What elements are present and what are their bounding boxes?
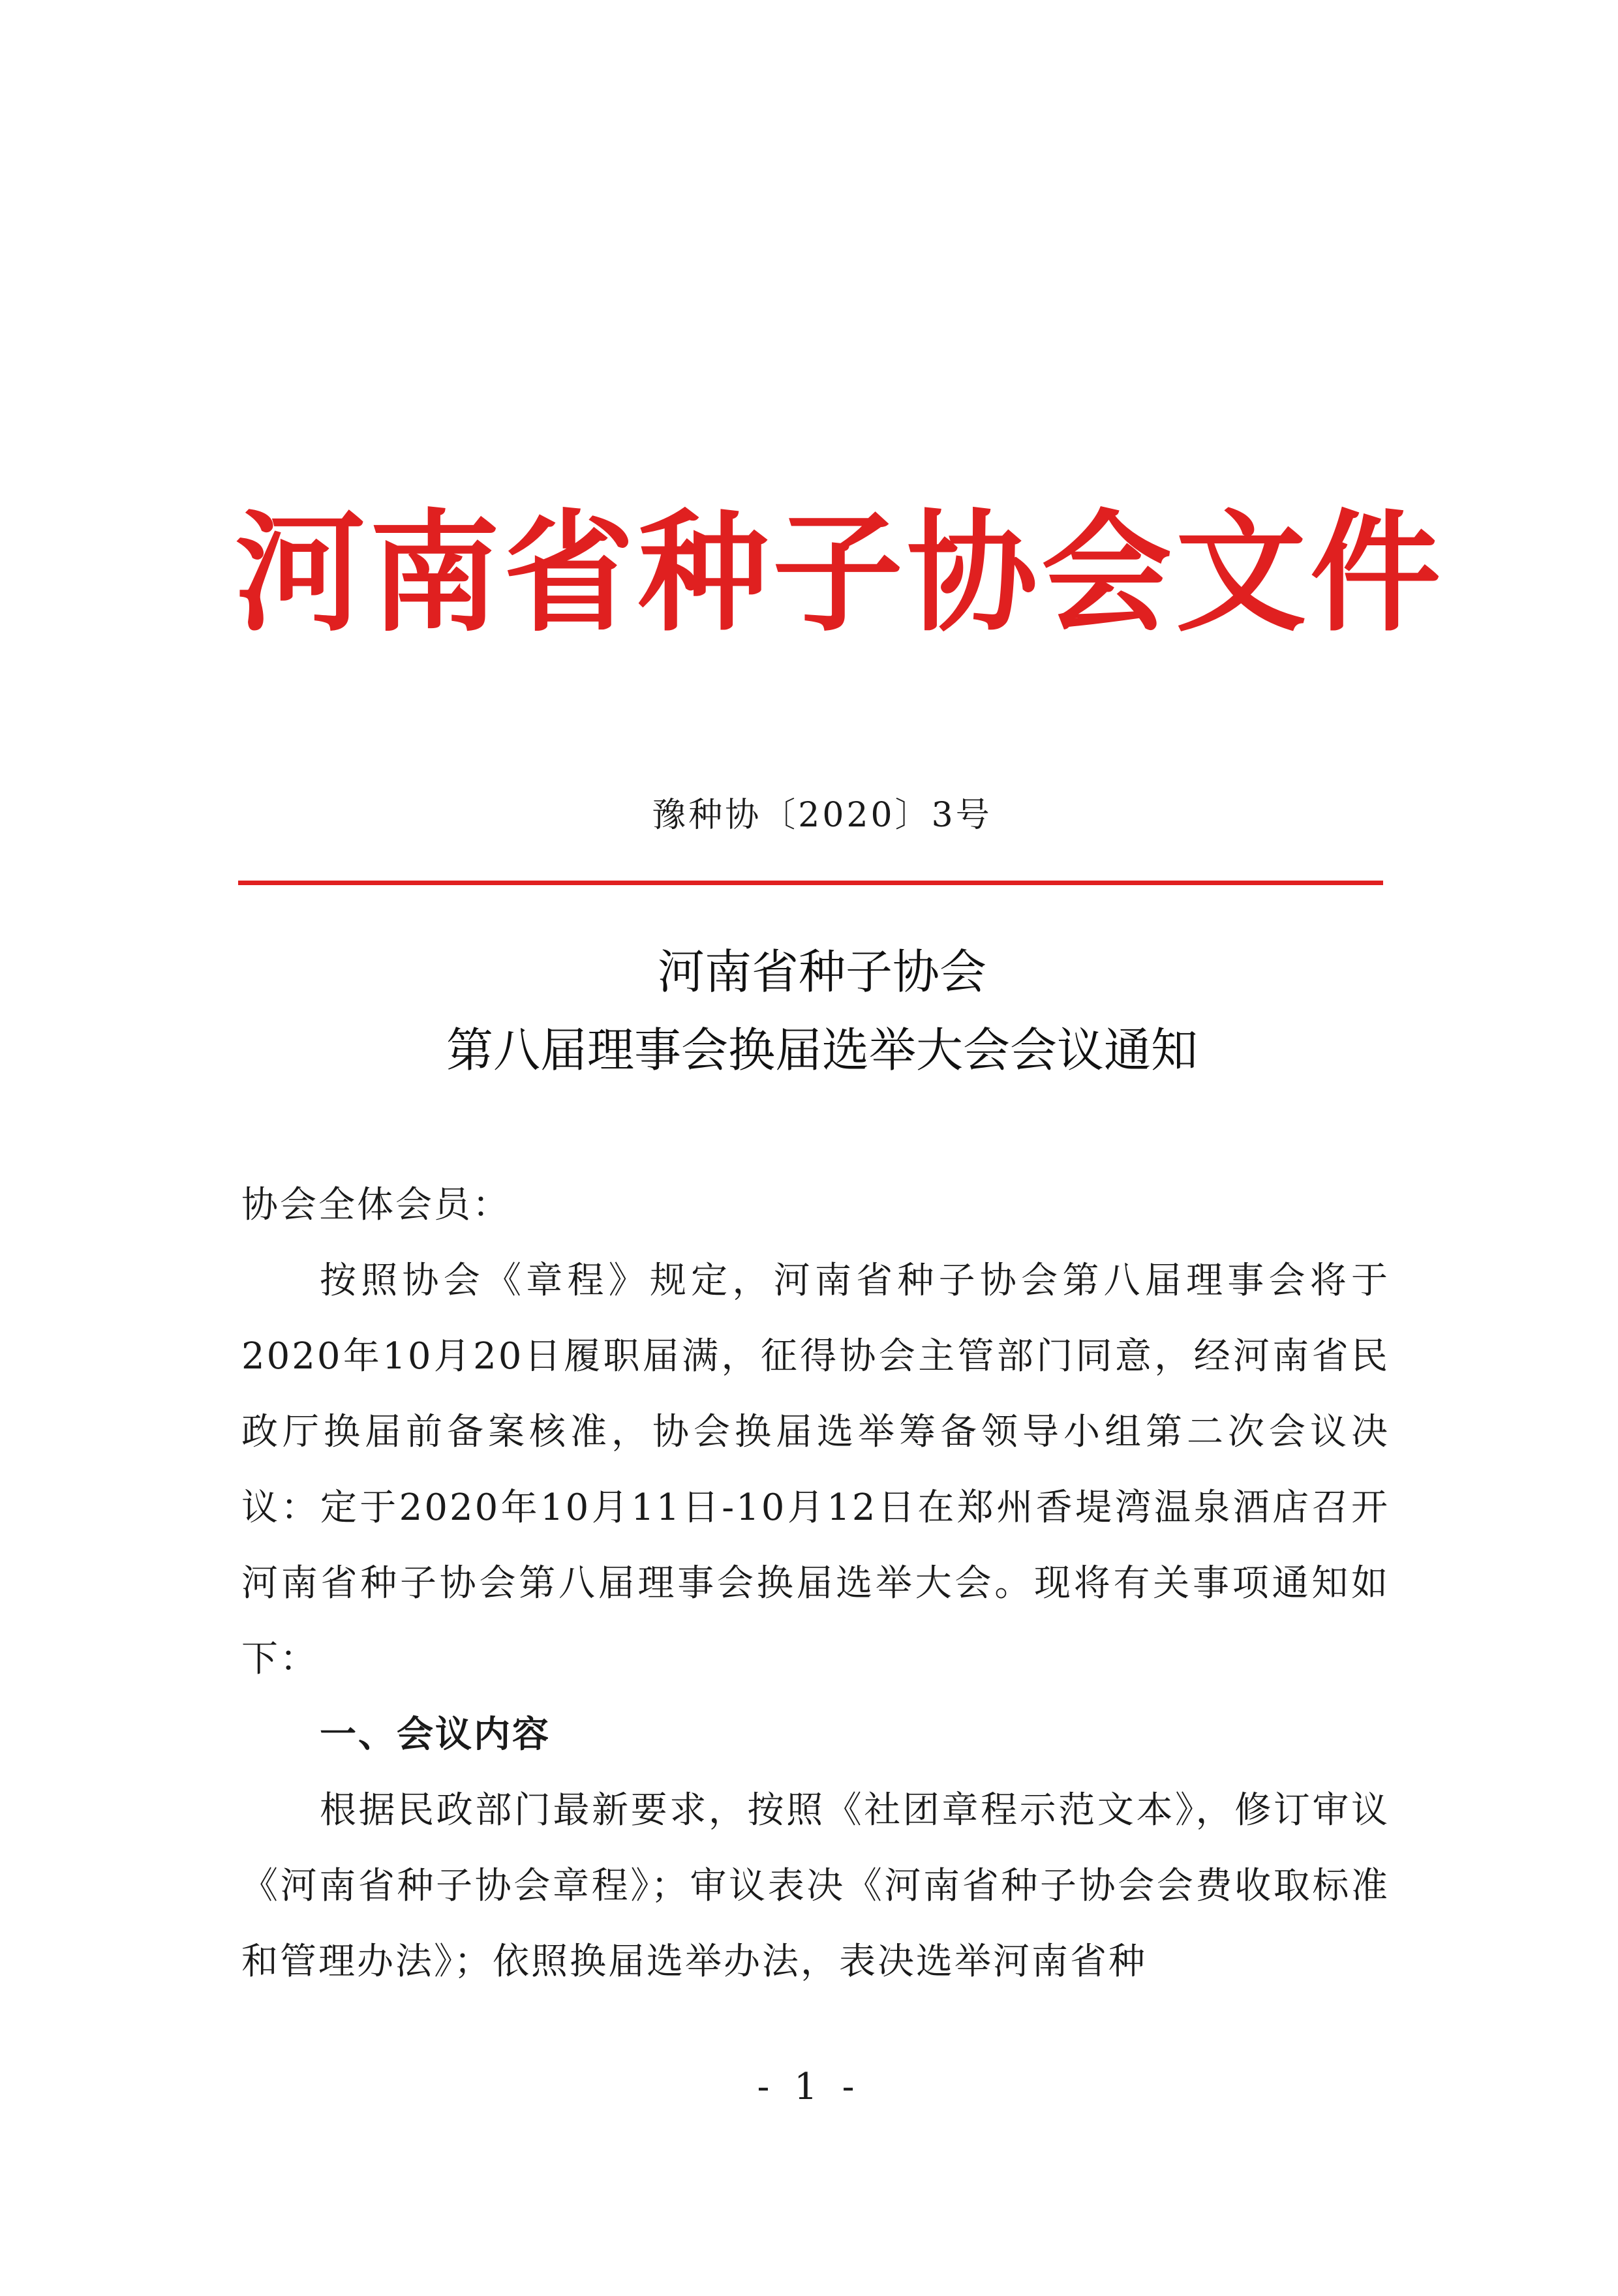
document-number: 豫种协〔2020〕3号 (652, 796, 992, 835)
section-heading-meeting-content: 一、会议内容 (320, 1714, 551, 1756)
intro-paragraph: 按照协会《章程》规定，河南省种子协会第八届理事会将于2020年10月20日履职届满，征得协会主管部门同意，经河南省民政厅换届前备案核准，协会换届选举筹备领导小组第二次会议决议：定于2020年10月11日-10月12日在郑州香堤湾温泉酒店召开河南省种子协会第八届理事会换届选举大会。现将有关事项通知如下： (241, 1260, 1390, 1680)
salutation: 协会全体会员： (241, 1184, 511, 1226)
notice-body (241, 1168, 1390, 2000)
notice-title-line-2: 第八届理事会换届选举大会会议通知 (446, 1023, 1198, 1078)
notice-title-line-1: 河南省种子协会 (657, 944, 986, 999)
red-divider-line (238, 881, 1383, 885)
masthead-title: 河南省种子协会文件 (235, 498, 1445, 650)
page-number: - 1 - (757, 2066, 861, 2108)
section-paragraph-meeting-content: 根据民政部门最新要求，按照《社团章程示范文本》，修订审议《河南省种子协会章程》；审议表决《河南省种子协会会费收取标准和管理办法》；依照换届选举办法，表决选举河南省种 (241, 1789, 1390, 1983)
